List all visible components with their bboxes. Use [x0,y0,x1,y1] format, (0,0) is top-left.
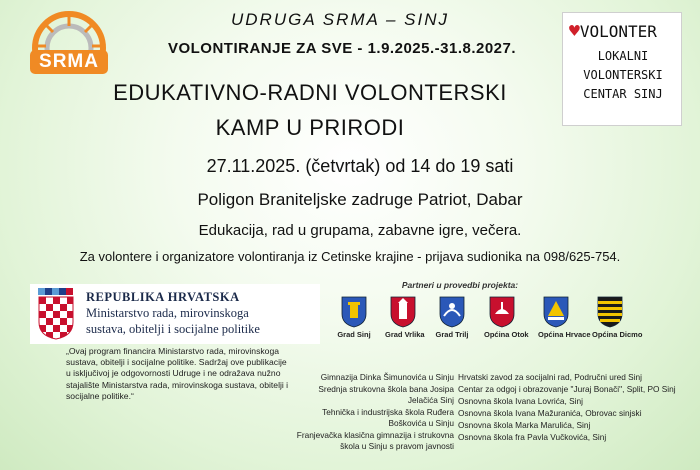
grad-trilj-label: Grad Trilj [435,330,469,339]
event-activities: Edukacija, rad u grupama, zabavne igre, večera. [198,222,522,239]
ministry-line2: Ministarstvo rada, mirovinskoga [86,306,249,320]
list-item: Srednja strukovna škola bana Josipa Jelačića Sinj [318,384,454,405]
ministry-line1: REPUBLIKA HRVATSKA [86,290,240,304]
opcina-otok-crest [484,296,529,339]
grad-sinj-crest-icon [341,296,367,328]
event-title-line1: EDUKATIVNO-RADNI VOLONTERSKI [113,80,507,105]
opcina-otok-crest-icon [489,296,515,328]
event-title-line2: KAMP U PRIRODI [215,115,405,140]
event-date: 27.11.2025. (četvrtak) od 14 do 19 sati [206,156,514,176]
list-item: Osnovna škola Ivana Lovrića, Sinj [458,396,583,406]
volonter-centar-logo [562,12,682,126]
partners-right-list [458,372,688,444]
opcina-hrvace-crest-icon [543,296,569,328]
grad-trilj-crest [434,296,470,339]
grad-sinj-crest [336,296,372,339]
volonter-logo-line3: CENTAR SINJ [583,87,663,101]
list-item: Gimnazija Dinka Šimunovića u Sinju [320,372,454,382]
volontiranje-title: VOLONTIRANJE ZA SVE - 1.9.2025.-31.8.2027. [167,40,517,57]
volonter-logo-line2: VOLONTERSKI [583,68,663,82]
grad-vrlika-crest-icon [390,296,416,328]
srma-logo-text: SRMA [30,50,108,74]
opcina-dicmo-crest-icon [597,296,623,328]
ministry-line3: sustava, obitelji i socijalne politike [86,322,260,336]
funding-disclaimer: „Ovaj program financira Ministarstvo rada, mirovinskoga sustava, obitelji i socijalne politike. Sadržaj ove publikacije u isključivoj je odgovornosti Udruge i ne odražava nužno stajalište Ministarstva rada, mirovinskoga sustava, obitelji i socijalne politike.“ [66,346,289,401]
list-item: Centar za odgoj i obrazovanje "Juraj Bonači", Split, PO Sinj [458,384,676,394]
grad-sinj-label: Grad Sinj [337,330,371,339]
grad-vrlika-label: Grad Vrlika [385,330,425,339]
grad-vrlika-crest [385,296,425,339]
srma-logo [26,8,112,76]
opcina-dicmo-crest [592,296,643,339]
list-item: Tehnička i industrijska škola Ruđera Boškovića u Sinju [322,407,454,428]
volonter-logo-line1: LOKALNI [597,49,649,63]
list-item: Osnovna škola Marka Marulića, Sinj [458,420,591,430]
partners-label: Partneri u provedbi projekta: [401,280,519,290]
grad-trilj-crest-icon [439,296,465,328]
list-item: Hrvatski zavod za socijalni rad, Područni ured Sinj [458,372,642,382]
partners-left-list [294,372,454,453]
volonter-logo-top: VOLONTER [579,22,657,41]
list-item: Osnovna škola fra Pavla Vučkovića, Sinj [458,432,607,442]
list-item: Osnovna škola Ivana Mažuranića, Obrovac sinjski [458,408,642,418]
ministry-logo [30,284,320,344]
list-item: Franjevačka klasična gimnazija i strukovna škola u Sinju s pravom javnosti [296,430,454,451]
croatian-coat-of-arms-icon [36,288,76,340]
heart-icon: ♥ [569,21,580,42]
udruga-title: UDRUGA SRMA – SINJ [231,10,449,29]
opcina-dicmo-label: Općina Dicmo [592,330,643,339]
opcina-otok-label: Općina Otok [484,330,529,339]
event-location: Poligon Braniteljske zadruge Patriot, Dabar [197,190,523,209]
srma-wheel-icon [26,8,112,54]
opcina-hrvace-crest [538,296,591,339]
event-invite: Za volontere i organizatore volontiranja iz Cetinske krajine - prijava sudionika na 098/625-754. [79,249,621,264]
opcina-hrvace-label: Općina Hrvace [538,330,591,339]
